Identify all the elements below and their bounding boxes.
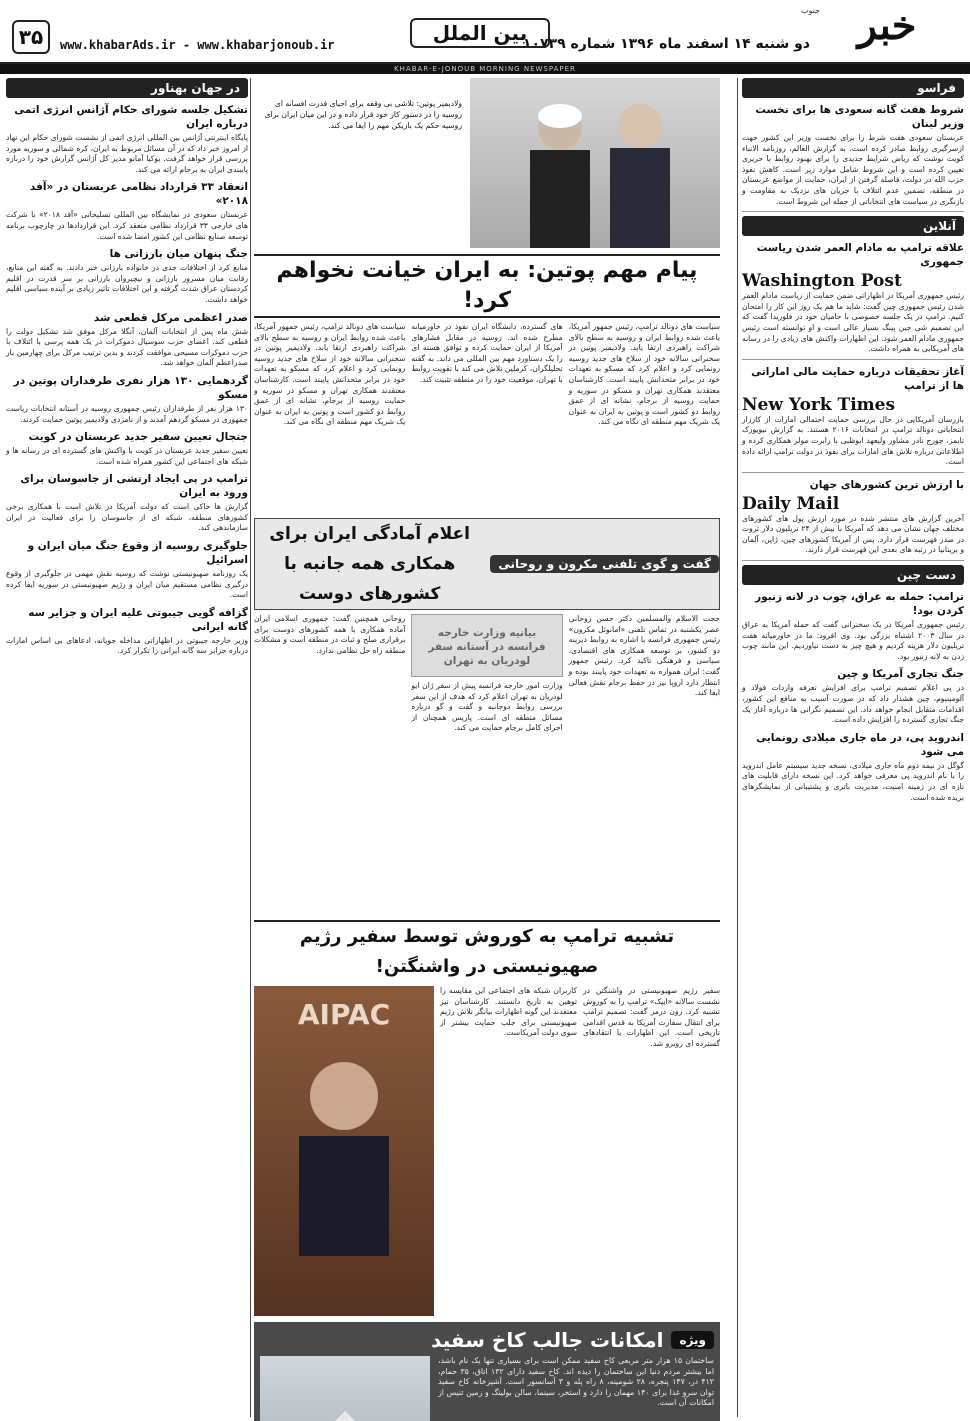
article-title: ترامپ در پی ایجاد ارتشی از جاسوسان برای ورود به ایران bbox=[20, 473, 248, 500]
article-putin bbox=[254, 322, 720, 512]
white-house-photo bbox=[260, 1356, 430, 1421]
article-title: جنگ تجاری آمریکا و چین bbox=[837, 668, 964, 681]
article-body: عربستان سعودی در نمایشگاه بین المللی تسلیحاتی «آفد ۲۰۱۸» با شرکت های خارجی ۳۳ قرارداد نظامی منعقد کرد. این قراردادها در چارچوب برنامه توسعه صنایع نظامی این کشور امضا شده است. bbox=[6, 210, 248, 241]
ambassador-photo bbox=[254, 986, 434, 1316]
inset-title: بیانیه وزارت خارجه فرانسه در آستانه سفر لودریان به تهران bbox=[428, 627, 546, 667]
article-body: در پی اعلام تصمیم ترامپ برای افزایش تعرفه واردات فولاد و آلومینیوم، چین هشدار داد که در صورت آسیب به منافع این کشور، اقدامات متقابل انجام خواهد داد. این تصمیم نگرانی ها درباره آغاز یک جنگ تجاری گسترده را افزایش داده است. bbox=[742, 683, 964, 725]
column-divider bbox=[250, 78, 251, 1417]
feature-title: امکانات جالب کاخ سفید bbox=[431, 1328, 664, 1352]
feature-header bbox=[260, 1328, 714, 1352]
website-urls[interactable]: www.khabarAds.ir - www.khabarjonoub.ir bbox=[60, 38, 335, 52]
aipac-text: AIPAC bbox=[297, 998, 391, 1031]
section-header: دست چین bbox=[742, 565, 964, 585]
article-body: سیاست های دونالد ترامپ، رئیس جمهور آمریکا، باعث شده روابط ایران و روسیه به سطح بالای شراکت راهبردی ارتقا یابد. ولادیمیر پوتین در سخنرانی سالانه خود از سلاح های جدید روسیه رونمایی کرد و اعلام کرد که مسکو به تعهدات خود در برابر متحدانش پایبند است. کارشناسان معتقدند همکاری تهران و مسکو در سوریه و حمایت روسیه از برجام، نشانه ای از عمق روابط دو کشور است و پوتین به ایران به عنوان یک شریک مهم منطقه ای نگاه می کند. bbox=[568, 322, 720, 427]
inset-box bbox=[411, 614, 562, 677]
lead-photo-block bbox=[254, 78, 720, 248]
article-body: رئیس جمهوری آمریکا در اظهاراتی ضمن حمایت از ریاست مادام العمر شدن رئیس جمهوری چین گفت: شاید ما هم یک روز این کار را امتحان کنیم. ترامپ در یک جلسه خصوصی با حامیان خود در فلوریدا گفت که این تصمیم شی جین پینگ بسیار عالی است و او توانسته است رئیس جمهوری مادام العمر شود. این اظهارات واکنش های زیادی را در رسانه های آمریکایی به همراه داشت. bbox=[742, 291, 964, 354]
article-body: های گسترده، دانشگاه ایران نفوذ در خاورمیانه مطرح شده اند. روسیه در مقابل فشارهای آمریکا از ایران حمایت کرده و توافق هسته ای را یک دستاورد مهم بین المللی می داند. به گفته تحلیلگران، کرملین تلاش می کند با تقویت روابط با تهران، موقعیت خود را در منطقه تثبیت کند. bbox=[411, 322, 563, 384]
article-body: پایگاه اینترنتی آژانس بین المللی انرژی اتمی از نشست شورای حکام این نهاد از امروز خبر داد که در آن مسائل مربوط به ایران، کره شمالی و سوریه مورد بررسی قرار خواهد گرفت. یوکیا آمانو مدیر کل آژانس گزارش خود را درباره پایبندی ایران به برجام ارائه می کند. bbox=[6, 133, 248, 174]
article-body: تعیین سفیر جدید عربستان در کویت با واکنش های گسترده ای در رسانه ها و شبکه های اجتماعی این کشور همراه شده است. bbox=[6, 446, 248, 466]
feature-content bbox=[260, 1356, 714, 1421]
source-logo: New York Times bbox=[742, 394, 896, 415]
article-body: گوگل در نیمه دوم ماه جاری میلادی، نسخه جدید سیستم عامل اندروید را با نام اندروید پی معرفی خواهد کرد. این نسخه دارای قابلیت های تازه ای در زمینه امنیت، مدیریت باتری و پشتیبانی از نمایشگرهای بریده شده است. bbox=[742, 760, 964, 802]
newspaper-logo: خبر bbox=[857, 2, 917, 49]
article-title: تشکیل جلسه شورای حکام آژانس انرژی اتمی درباره ایران bbox=[14, 104, 248, 130]
divider bbox=[742, 211, 964, 212]
article-body: ۱۳۰ هزار نفر از طرفداران رئیس جمهوری روسیه در آستانه انتخابات ریاست جمهوری در مسکو گردهم آمدند و از نامزدی ولادیمیر پوتین حمایت کردند. bbox=[6, 403, 248, 424]
divider bbox=[742, 359, 964, 360]
article-body: شش ماه پس از انتخابات آلمان، آنگلا مرکل موفق شد تشکیل دولت را قطعی کند. اعضای حزب سوسیال دموکرات در یک همه پرسی با ائتلاف با حزب دموکرات مسیحی موافقت کردند و بدین ترتیب مرکل برای چهارمین بار صدراعظم آلمان خواهد شد. bbox=[6, 326, 248, 368]
article-title: جنجال تعیین سفیر جدید عربستان در کویت bbox=[28, 431, 248, 444]
article-title: جلوگیری روسیه از وقوع جنگ میان ایران و اسرائیل bbox=[27, 540, 248, 567]
divider bbox=[742, 472, 964, 473]
putin-rouhani-illustration bbox=[470, 78, 720, 248]
topic-badge: گفت و گوی تلفنی مکرون و روحانی bbox=[490, 555, 719, 573]
article-ambassador bbox=[254, 986, 720, 1316]
headline-ambassador: تشبیه ترامپ به کوروش توسط سفیر رژیم صهیونیستی در واشنگتن! bbox=[254, 920, 720, 982]
issue-date: دو شنبه ۱۴ اسفند ماه ۱۳۹۶ شماره ۱۰۷۳۹ bbox=[522, 36, 810, 52]
photo-caption: ولادیمیر پوتین: تلاشی بی وقفه برای احیای قدرت افسانه ای روسیه را در دستور کار خود قرار داده و در این میان ایران برای روسیه حکم یک بازیکن مهم را ایفا می کند. bbox=[264, 99, 462, 130]
feature-badge: ویژه bbox=[671, 1331, 714, 1349]
article-body: وزارت امور خارجه فرانسه پیش از سفر ژان ایو لودریان به تهران اعلام کرد که هدف از این سفر بررسی روابط دوجانبه و گفت و گو درباره مسائل منطقه ای است. پاریس همچنان از اجرای کامل برجام حمایت می کند. bbox=[411, 681, 563, 733]
article-title: اندروید پی، در ماه جاری میلادی رونمایی می شود bbox=[756, 731, 964, 758]
article-title: صدر اعظمی مرکل قطعی شد bbox=[93, 311, 248, 324]
section-header: فراسو bbox=[742, 78, 964, 98]
article-body: سفیر رژیم صهیونیستی در واشنگتن در نشست سالانه «ایپک» ترامپ را به کوروش تشبیه کرد. رون درمر گفت: تصمیم ترامپ برای انتقال سفارت آمریکا به قدس اقدامی تاریخی است. این اظهارات با انتقادهای گسترده ای روبرو شد. bbox=[583, 986, 720, 1048]
newspaper-band: KHABAR-E-JONOUB MORNING NEWSPAPER bbox=[0, 64, 970, 74]
page-number: ۳۵ bbox=[12, 20, 50, 54]
article-rouhani bbox=[254, 614, 720, 914]
section-header: در جهان بهناور bbox=[6, 78, 248, 98]
article-title: علاقه ترامپ به مادام العمر شدن ریاست جمهوری bbox=[756, 242, 964, 269]
article-body: گزارش ها حاکی است که دولت آمریکا در تلاش است با همکاری برخی کشورهای منطقه، شبکه ای از جاسوسان را برای فعالیت در ایران سازماندهی کند. bbox=[6, 502, 248, 533]
article-title: آغاز تحقیقات درباره حمایت مالی اماراتی ها از ترامپ bbox=[751, 365, 964, 392]
rouhani-headline-box bbox=[254, 518, 720, 610]
article-body: عربستان سعودی هفت شرط را برای نخست وزیر این کشور جهت ازسرگیری روابط صادر کرده است. به گزارش العالم، روزنامه الانباء کویت نوشت که ریاض شرایط جدیدی را برای بهبود روابط با حریری تعیین کرده است و این شروط شامل موارد زیر است. کاهش نفوذ حزب الله در دولت، فاصله گرفتن از ایران، حمایت از مواضع عربستان در منطقه، تضمین عدم ائتلاف با جریان های نزدیک به مقاومت و بازنگری در سیاست های انتخاباتی از جمله این شروط است. bbox=[742, 133, 964, 206]
article-title: با ارزش ترین کشورهای جهان bbox=[809, 478, 964, 491]
speaker-silhouette bbox=[254, 986, 434, 1316]
right-column bbox=[742, 78, 964, 1417]
article-body: بازرسان آمریکایی در حال بررسی حمایت احتمالی امارات از کارزار انتخاباتی دونالد ترامپ در انتخابات ۲۰۱۶ هستند. به گزارش نیویورک تایمز، جورج نادر مشاور ولیعهد ابوظبی با رابرت مولر همکاری کرده و اطلاعاتی درباره تلاش های امارات برای نفوذ در دولت ترامپ ارائه داده است. bbox=[742, 414, 964, 467]
masthead bbox=[0, 0, 970, 64]
headline-rouhani: اعلام آمادگی ایران برای همکاری همه جانبه با کشورهای دوست bbox=[269, 524, 470, 604]
left-column bbox=[6, 78, 248, 1417]
article-body: کاربران شبکه های اجتماعی این مقایسه را توهین به تاریخ دانستند. کارشناسان نیز معتقدند این گونه اظهارات بیانگر تلاش رژیم صهیونیستی برای جلب حمایت بیشتر از سوی دولت آمریکاست. bbox=[440, 986, 577, 1038]
article-body: رئیس جمهوری آمریکا در یک سخنرانی گفت که حمله آمریکا به عراق در سال ۲۰۰۳ اشتباه بزرگی بود. وی افزود: ما در خاورمیانه هفت تریلیون دلار هزینه کردیم و هیچ چیز به دست نیاوردیم. این مانند چوب زدن به لانه زنبور بود. bbox=[742, 620, 964, 661]
article-title: شروط هفت گانه سعودی ها برای نخست وزیر لبنان bbox=[755, 104, 964, 130]
article-title: انعقاد ۳۳ قرارداد نظامی عربستان در «آفد ۲۰۱۸» bbox=[29, 181, 248, 208]
article-body: آخرین گزارش های منتشر شده در مورد ارزش پول های کشورهای مختلف جهان نشان می دهد که آمریکا با بیش از ۲۴ تریلیون دلار ثروت در صدر فهرست قرار دارد. پس از آمریکا کشورهای چین، ژاپن، آلمان و بریتانیا در رتبه های بعدی این فهرست قرار دارند. bbox=[742, 513, 964, 555]
article-body: یک روزنامه صهیونیستی نوشت که روسیه نقش مهمی در جلوگیری از وقوع درگیری نظامی مستقیم میان ایران و رژیم صهیونیستی در سوریه ایفا کرده است. bbox=[6, 569, 248, 600]
article-body: حجت الاسلام والمسلمین دکتر حسن روحانی عصر یکشنبه در تماس تلفنی «امانوئل مکرون» رئیس جمهوری فرانسه با اشاره به روابط دیرینه دو کشور، بر توسعه همکاری های اقتصادی، سیاسی و فرهنگی تاکید کرد. رئیس جمهور گفت: ایران همواره به تعهدات خود پایبند بوده و انتظار دارد اروپا نیز در حفظ برجام نقش فعالی ایفا کند. bbox=[568, 614, 720, 698]
column-divider bbox=[737, 78, 738, 1417]
headline-putin: پیام مهم پوتین: به ایران خیانت نخواهم کرد! bbox=[254, 254, 720, 318]
logo-subtitle: جنوب bbox=[800, 6, 820, 15]
article-body: روحانی همچنین گفت: جمهوری اسلامی ایران آماده همکاری با همه کشورهای دوست برای برقراری صلح و ثبات در منطقه است و مشکلات منطقه راه حل نظامی ندارد. bbox=[254, 614, 406, 655]
section-title: بین الملل bbox=[410, 18, 550, 48]
article-body: سیاست های دونالد ترامپ، رئیس جمهور آمریکا، باعث شده روابط ایران و روسیه به سطح بالای شراکت راهبردی ارتقا یابد. ولادیمیر پوتین در سخنرانی سالانه خود از سلاح های جدید روسیه رونمایی کرد و اعلام کرد که مسکو به تعهدات خود در برابر متحدانش پایبند است. کارشناسان معتقدند همکاری تهران و مسکو در سوریه و حمایت روسیه از برجام، نشانه ای از عمق روابط دو کشور است و پوتین به ایران به عنوان یک شریک مهم منطقه ای نگاه می کند. bbox=[254, 322, 406, 427]
main-column bbox=[254, 78, 720, 1417]
article-title: گزافه گویی جیبوتی علیه ایران و جزایر سه گانه ایرانی bbox=[28, 606, 248, 633]
article-title: گردهمایی ۱۳۰ هزار نفری طرفداران پوتین در مسکو bbox=[13, 374, 248, 401]
divider bbox=[742, 560, 964, 561]
source-logo: Washington Post bbox=[742, 271, 902, 292]
source-logo: Daily Mail bbox=[742, 493, 840, 514]
article-body: منابع کرد از اختلافات جدی در خانواده بارزانی خبر دادند. به گفته این منابع، رقابت میان مسرور بارزانی و نیچیروان بارزانی بر سر قدرت در اقلیم کردستان عراق شدت گرفته و این اختلافات تاثیر زیادی بر آینده سیاسی اقلیم خواهد داشت. bbox=[6, 263, 248, 304]
leaders-photo bbox=[470, 78, 720, 248]
article-title: جنگ پنهان میان بارزانی ها bbox=[109, 248, 248, 261]
feature-body: ساختمان ۱۵ هزار متر مربعی کاخ سفید ممکن است برای بسیاری تنها یک نام باشد، اما بیشتر مردم دنیا این ساختمان را دیده اند. کاخ سفید دارای ۱۳۲ اتاق، ۳۵ حمام، ۴۱۲ در، ۱۴۷ پنجره، ۲۸ شومینه، ۸ راه پله و ۳ آسانسور است. آشپزخانه کاخ سفید توان سرو غذا برای ۱۴۰ مهمان را دارد و استخر، سینما، سالن بولینگ و زمین تنیس از امکانات آن است. bbox=[438, 1356, 715, 1408]
section-header: آنلاین bbox=[742, 216, 964, 236]
article-title: ترامپ: حمله به عراق، چوب در لانه زنبور کردن بود! bbox=[755, 591, 964, 618]
white-house-illustration bbox=[260, 1356, 430, 1421]
feature-box bbox=[254, 1322, 720, 1421]
article-body: وزیر خارجه جیبوتی در اظهاراتی مداخله جویانه، ادعاهای بی اساس امارات درباره جزایر سه گانه ایرانی را تکرار کرد. bbox=[6, 635, 248, 656]
